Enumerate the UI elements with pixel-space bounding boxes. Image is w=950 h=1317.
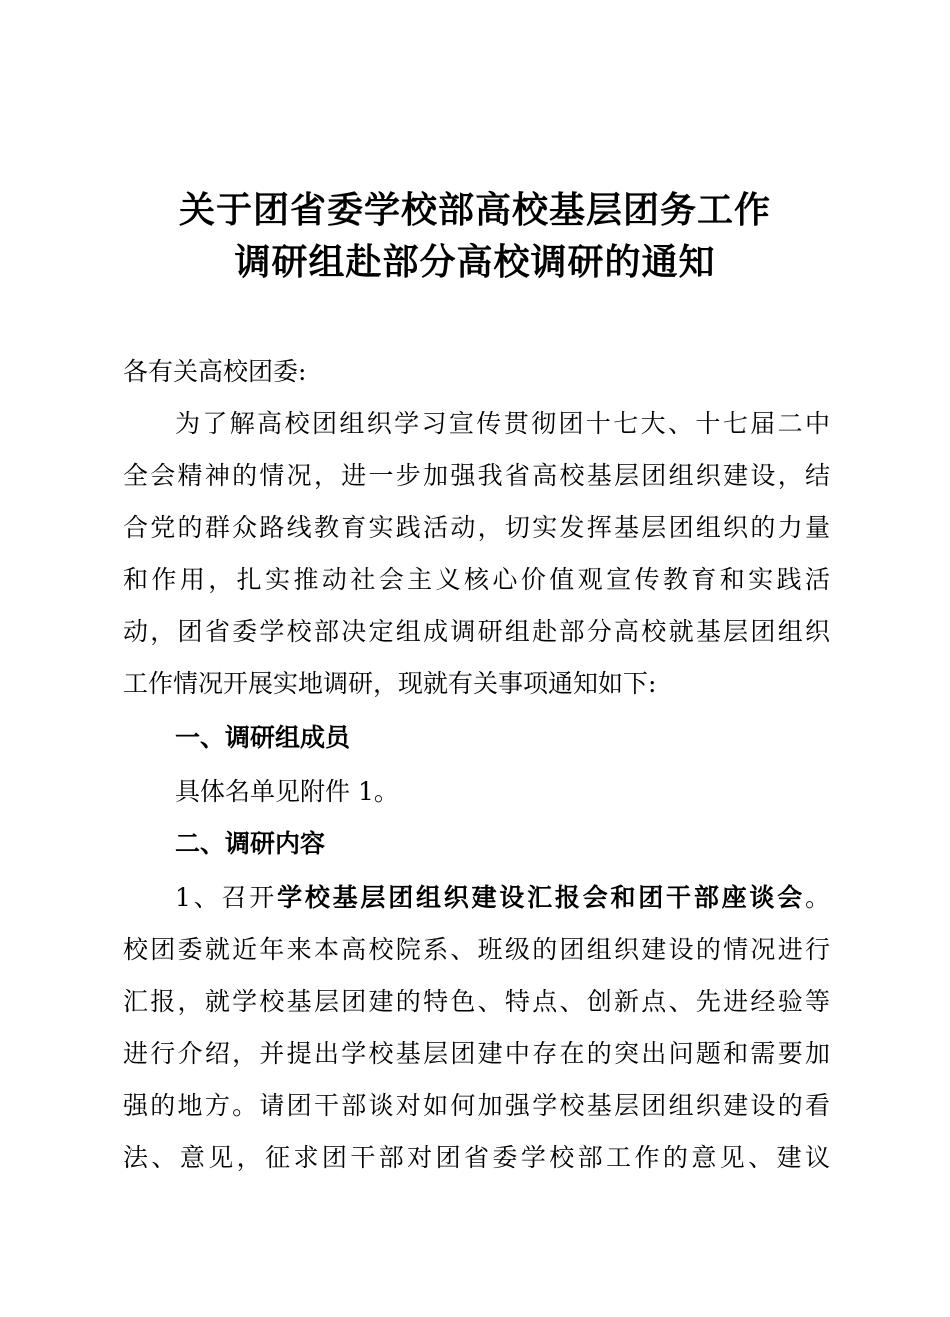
intro-line: 合党的群众路线教育实践活动，切实发挥基层团组织的力量 — [123, 513, 830, 542]
section-2-line: 强的地方。请团干部谈对如何加强学校基层团组织建设的看 — [123, 1091, 830, 1120]
intro-line: 工作情况开展实地调研，现就有关事项通知如下: — [123, 669, 657, 698]
intro-line: 动，团省委学校部决定组成调研组赴部分高校就基层团组织 — [123, 617, 830, 646]
item-1-bold-text: 学校基层团组织建设汇报会和团干部座谈会 — [277, 883, 805, 912]
item-1-prefix: 1、召开 — [175, 883, 278, 912]
item-1-suffix: 。 — [805, 883, 831, 912]
section-2-line: 校团委就近年来本高校院系、班级的团组织建设的情况进行 — [123, 935, 830, 964]
section-2-line: 法、意见，征求团干部对团省委学校部工作的意见、建议 — [123, 1143, 830, 1172]
salutation: 各有关高校团委: — [123, 357, 307, 386]
intro-line: 和作用，扎实推动社会主义核心价值观宣传教育和实践活 — [123, 565, 830, 594]
document-title-line-1: 关于团省委学校部高校基层团务工作 — [178, 189, 771, 231]
section-2-line: 汇报，就学校基层团建的特色、特点、创新点、先进经验等 — [123, 987, 830, 1016]
section-2-heading: 二、调研内容 — [175, 829, 326, 858]
document-title-line-2: 调研组赴部分高校调研的通知 — [234, 241, 716, 283]
intro-line: 为了解高校团组织学习宣传贯彻团十七大、十七届二中 — [175, 409, 830, 438]
section-1-body: 具体名单见附件 1。 — [175, 777, 399, 806]
section-1-heading: 一、调研组成员 — [175, 723, 351, 752]
intro-line: 全会精神的情况，进一步加强我省高校基层团组织建设，结 — [123, 461, 830, 490]
section-2-line: 进行介绍，并提出学校基层团建中存在的突出问题和需要加 — [123, 1039, 830, 1068]
section-2-item-1-line — [175, 878, 830, 918]
